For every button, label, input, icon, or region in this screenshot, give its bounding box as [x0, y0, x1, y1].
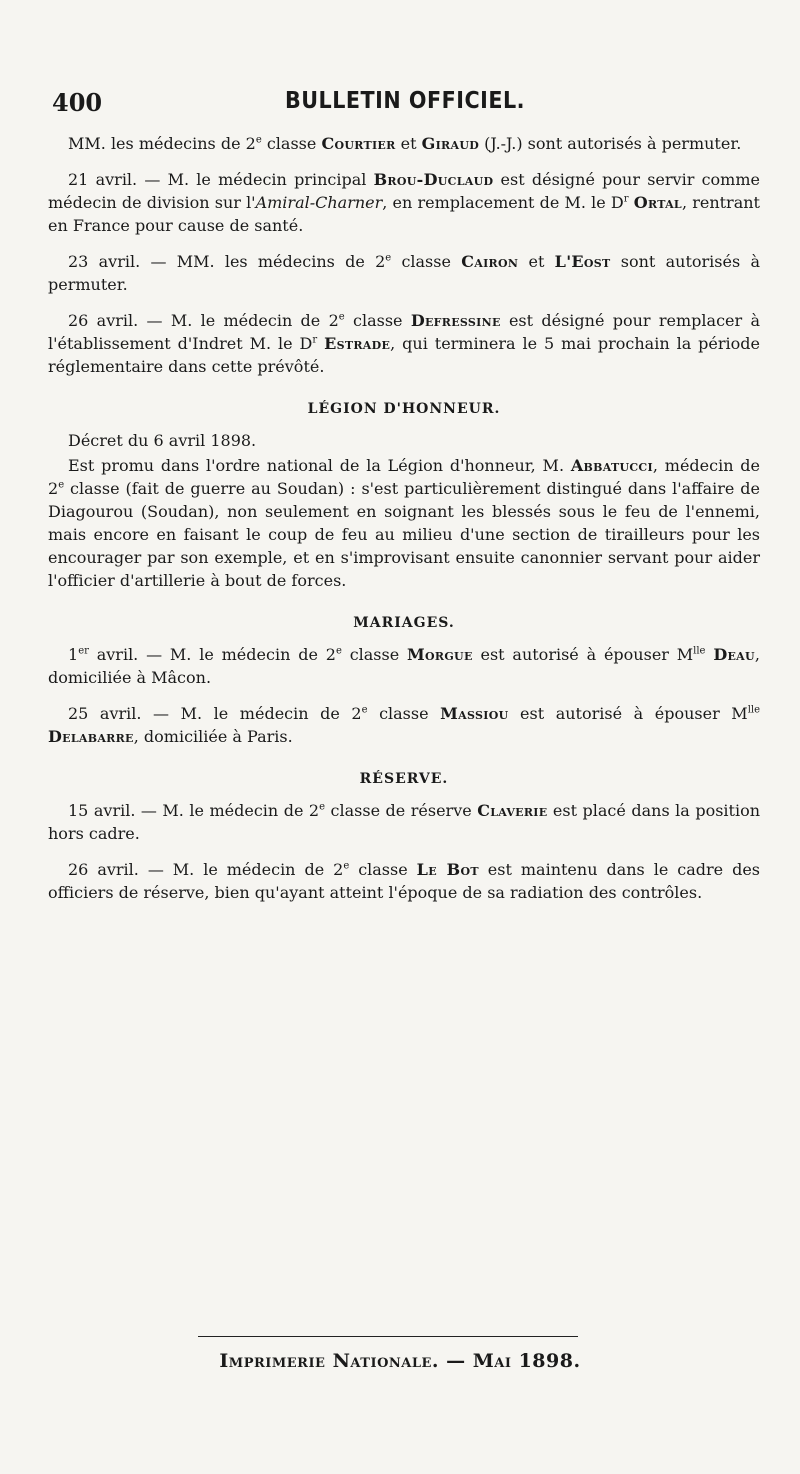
- person-name: Brou-Duclaud: [373, 170, 494, 189]
- person-name: Courtier: [321, 134, 396, 153]
- decree-date: Décret du 6 avril 1898.: [68, 431, 257, 450]
- person-name: Estrade: [324, 334, 391, 353]
- paragraph-legion: Est promu dans l'ordre national de la Légion d'honneur, M. Abbatucci, médecin de 2e classe (fait de guerre au Soudan) : s'est particulièrement distingué dans l'affaire de Diagourou (Soudan), non seulement en soignant les blessés sous le feu de l'ennemi, mais encore en faisant le coup de feu au milieu d'une section de tirailleurs pour les encourager par son exemple, et en s'improvisant ensuite canonnier servant pour aider l'officier d'artillerie à bout de forces.: [48, 456, 760, 590]
- person-name: Abbatucci: [570, 456, 653, 475]
- running-title: BULLETIN OFFICIEL.: [284, 88, 526, 114]
- person-name: Delabarre: [48, 727, 134, 746]
- paragraph-reserve-1: 15 avril. — M. le médecin de 2e classe de réserve Claverie est placé dans la position hors cadre.: [48, 801, 761, 843]
- person-name: Defressine: [410, 311, 501, 330]
- person-name: Deau: [713, 645, 755, 664]
- person-name: Ortal: [633, 193, 682, 212]
- person-name: Morgue: [407, 645, 473, 664]
- printer-footer: Imprimerie Nationale. — Mai 1898.: [219, 1350, 581, 1372]
- person-name: L'Eost: [554, 252, 611, 271]
- paragraph-reserve-2: 26 avril. — M. le médecin de 2e classe Le Bot est maintenu dans le cadre des officiers de réserve, bien qu'ayant atteint l'époque de sa radiation des contrôles.: [48, 860, 761, 902]
- page-number: 400: [52, 88, 103, 117]
- paragraph-mariage-1: 1er avril. — M. le médecin de 2e classe Morgue est autorisé à épouser $M^{lle}$ Deau, domiciliée à Mâcon.: [48, 645, 761, 687]
- section-title-legion: LÉGION D'HONNEUR.: [307, 401, 501, 417]
- person-name: Claverie: [477, 801, 548, 820]
- person-name: Giraud: [421, 134, 480, 153]
- section-title-reserve: RÉSERVE.: [359, 771, 449, 787]
- paragraph-designation-2: 26 avril. — M. le médecin de 2e classe Defressine est désigné pour remplacer à l'établissement d'Indret M. le $D^r$ Estrade, qui terminera le 5 mai prochain la période réglementaire dans cette prévôté.: [48, 311, 761, 376]
- page-header: [48, 88, 762, 122]
- person-name: Le Bot: [416, 860, 479, 879]
- paragraph-mariage-2: 25 avril. — M. le médecin de 2e classe Massiou est autorisé à épouser $M^{lle}$ Delabarre, domiciliée à Paris.: [48, 704, 761, 746]
- document-body: [48, 132, 760, 917]
- footer-rule: [198, 1336, 578, 1337]
- paragraph-permutation-2: 23 avril. — MM. les médecins de 2e classe Cairon et L'Eost sont autorisés à permuter.: [48, 252, 760, 294]
- ship-name: Amiral-Charner: [255, 193, 383, 212]
- paragraph-permutation-1: MM. les médecins de 2e classe Courtier et Giraud (J.-J.) sont autorisés à permuter.: [68, 134, 742, 153]
- person-name: Cairon: [461, 252, 519, 271]
- person-name: Massiou: [440, 704, 509, 723]
- section-title-mariages: MARIAGES.: [353, 615, 455, 631]
- paragraph-designation-1: 21 avril. — M. le médecin principal Brou-Duclaud est désigné pour servir comme médecin de division sur l'Amiral-Charner, en remplacement de M. le $D^r$ Ortal, rentrant en France pour cause de santé.: [48, 170, 760, 235]
